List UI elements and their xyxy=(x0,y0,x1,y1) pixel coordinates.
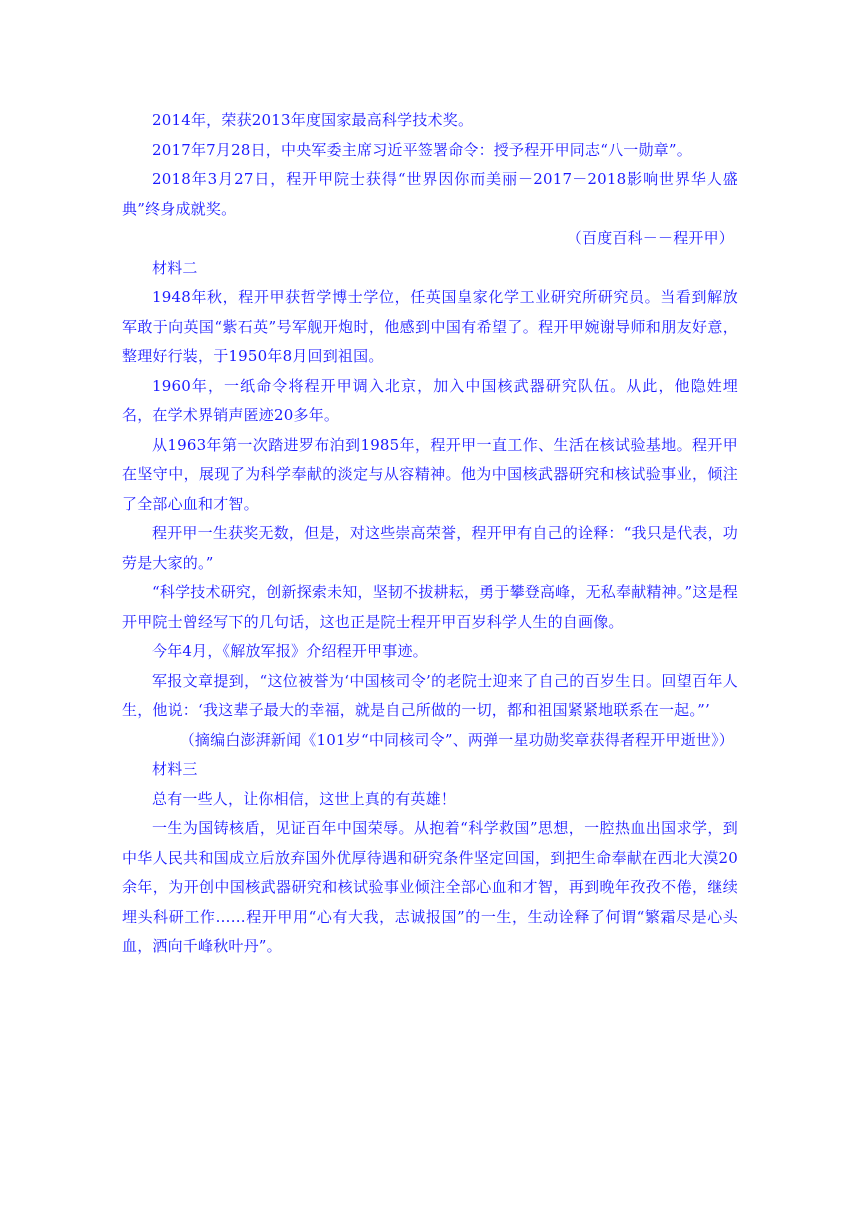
document-body xyxy=(122,106,738,962)
paragraph-award-2017: 2017年7月28日，中央军委主席习近平签署命令：授予程开甲同志“八一勋章”。 xyxy=(152,140,692,159)
paragraph-april: 今年4月，《解放军报》介绍程开甲事迹。 xyxy=(152,642,428,660)
source-citation-2: （摘编白澎湃新闻《101岁“中同核司令”、两弹一星功勋奖章获得者程开甲逝世》） xyxy=(179,730,734,749)
paragraph-1948: 1948年秋，程开甲获哲学博士学位，任英国皇家化学工业研究所研究员。当看到解放军敢于向英国“紫石英”号军舰开炮时，他感到中国有希望了。程开甲婉谢导师和朋友好意，整理好行装，于1950年8月回到祖国。 xyxy=(122,288,738,365)
paragraph-quote: “科学技术研究，创新探索未知，坚韧不拔耕耘，勇于攀登高峰，无私奉献精神。”这是程开甲院士曾经写下的几句话，这也正是院士程开甲百岁科学人生的自画像。 xyxy=(122,583,738,631)
paragraph-award-2014: 2014年，荣获2013年度国家最高科学技术奖。 xyxy=(152,111,474,129)
section-heading-3: 材料三 xyxy=(152,760,198,778)
paragraph-award-2018: 2018年3月27日，程开甲院士获得“世界因你而美丽－2017－2018影响世界华人盛典”终身成就奖。 xyxy=(122,170,738,218)
paragraph-army-daily: 军报文章提到，“这位被誉为‘中国核司令’的老院士迎来了自己的百岁生日。回望百年人生，他说：‘我这辈子最大的幸福，就是自己所做的一切，都和祖国紧紧地联系在一起。”’ xyxy=(122,671,738,719)
source-citation-1: （百度百科－－程开甲） xyxy=(566,229,734,247)
paragraph-honors: 程开甲一生获奖无数，但是，对这些崇高荣誉，程开甲有自己的诠释：“我只是代表，功劳是大家的。” xyxy=(122,524,738,572)
paragraph-1963: 从1963年第一次踏进罗布泊到1985年，程开甲一直工作、生活在核试验基地。程开甲在坚守中，展现了为科学奉献的淡定与从容精神。他为中国核武器研究和核试验事业，倾注了全部心血和才智。 xyxy=(122,435,738,513)
section-heading-2: 材料二 xyxy=(152,258,198,277)
paragraph-1960: 1960年，一纸命令将程开甲调入北京，加入中国核武器研究队伍。从此，他隐姓埋名，在学术界销声匿迹20多年。 xyxy=(122,376,738,424)
paragraph-heroes: 总有一些人，让你相信，这世上真的有英雄！ xyxy=(152,789,457,808)
paragraph-lifetime: 一生为国铸核盾，见证百年中国荣辱。从抱着“科学救国”思想，一腔热血出国求学，到中华人民共和国成立后放弃国外优厚待遇和研究条件坚定回国，到把生命奉献在西北大漠20余年，为开创中国核武器研究和核试验事业倾注全部心血和才智，再到晚年孜孜不倦，继续埋头科研工作……程开甲用“心有大我，志诚报国”的一生，生动诠释了何谓“繁霜尽是心头血，洒向千峰秋叶丹”。 xyxy=(122,819,738,955)
